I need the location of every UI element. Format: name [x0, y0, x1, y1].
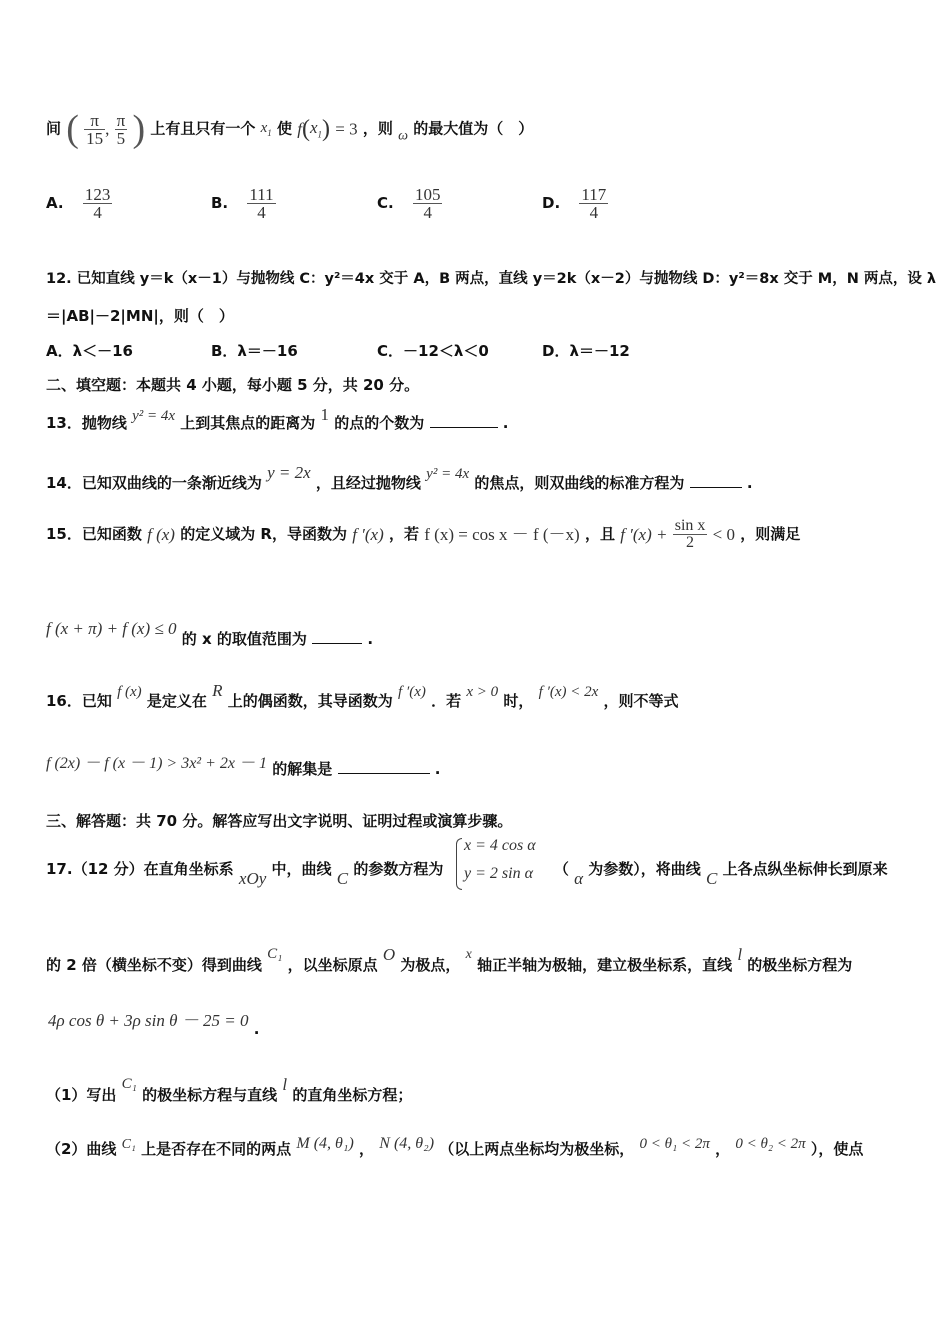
fraction-numerator: 105: [414, 185, 441, 204]
section-two-heading: 二、填空题：本题共 4 小题，每小题 5 分，共 20 分。: [46, 376, 420, 394]
q16-line2: [46, 756, 440, 777]
fx-expr: f (x): [147, 525, 175, 544]
q16-t5: ，则不等式: [603, 692, 679, 710]
param-eq-y: y = 2 sin α: [464, 865, 533, 882]
q16-t1: 是定义在: [146, 692, 207, 710]
asymptote-expr: y = 2x: [267, 463, 311, 482]
interval-end-fraction: [115, 112, 128, 147]
section-three-heading: 三、解答题：共 70 分。解答应写出文字说明、证明过程或演算步骤。: [46, 812, 513, 830]
param-eq-x: x = 4 cos α: [464, 837, 536, 854]
x-positive-expr: x > 0: [466, 684, 499, 700]
answer-blank[interactable]: [338, 759, 430, 774]
inequality-left: f ′(x) +: [620, 525, 668, 544]
answer-blank[interactable]: [312, 629, 362, 644]
q17-p2-d: ），使点: [810, 1140, 864, 1158]
right-paren: ): [132, 108, 146, 150]
fraction-numerator: sin x: [674, 517, 706, 534]
fx-expr: f (x): [117, 684, 142, 700]
q16-t3: ．若: [431, 692, 462, 710]
fraction-denominator: 5: [115, 129, 128, 147]
fraction-denominator: 4: [83, 203, 113, 221]
polar-line-equation: 4ρ cos θ + 3ρ sin θ － 25 = 0: [48, 1011, 249, 1030]
q17-line2-c: 为极点，: [400, 956, 461, 974]
left-paren: (: [66, 108, 79, 150]
fraction-denominator: 4: [413, 203, 443, 221]
point-n: N (4, θ₂): [379, 1135, 435, 1152]
q11-prefix: 间: [46, 119, 62, 138]
q13-suffix: 的点的个数为: [334, 414, 425, 432]
q17-p2-b: 上是否存在不同的两点: [141, 1140, 292, 1158]
theta1-range: 0 < θ₁ < 2π: [639, 1136, 710, 1152]
q11-text4: 的最大值为（ ）: [413, 119, 534, 138]
fraction-denominator: 15: [86, 128, 104, 148]
q16-prefix: 16．已知: [46, 692, 112, 710]
q16-line1: [46, 682, 679, 709]
origin-o: O: [382, 945, 396, 964]
real-set-symbol: R: [212, 681, 223, 700]
q11-option-c[interactable]: [377, 186, 442, 221]
inequality-fraction: [673, 518, 708, 551]
q15-t1: 的定义域为 R，导函数为: [180, 525, 347, 543]
interval-start-fraction: [84, 112, 105, 147]
equals-three: = 3: [335, 119, 358, 139]
q15-end: .: [367, 630, 374, 648]
derivative-expr: f ′(x): [352, 525, 384, 544]
coordinate-system: xOy: [238, 869, 267, 888]
q17-line2-b: ，以坐标原点: [287, 956, 378, 974]
q11-option-a[interactable]: [46, 186, 112, 221]
q17-sep: ，: [359, 1140, 375, 1158]
option-label: A.: [46, 194, 64, 212]
option-label: C.: [377, 194, 394, 212]
fraction-numerator: 111: [249, 185, 274, 204]
condition-inequality: f (x + π) + f (x) ≤ 0: [46, 619, 177, 638]
line-l: l: [737, 945, 743, 964]
curve-c1: C₁: [121, 1137, 136, 1152]
condition-expr: f (x) = cos x － f (－x): [424, 525, 580, 544]
fraction-numerator: π: [116, 110, 126, 130]
fraction-numerator: 117: [581, 185, 607, 204]
omega-symbol: ω: [398, 128, 408, 144]
q17-line3: [48, 1012, 259, 1037]
system-brace: [456, 838, 462, 890]
parabola-expr: y² = 4x: [132, 408, 176, 424]
q11-option-d[interactable]: [542, 186, 608, 221]
curve-c: C: [336, 869, 349, 888]
q17-part2: [46, 1136, 863, 1157]
q14-prefix: 14．已知双曲线的一条渐近线为: [46, 474, 262, 492]
x-axis-symbol: x: [465, 947, 472, 962]
q12-line2: ＝|AB|－2|MN|，则（ ）: [46, 307, 234, 325]
f-x1-expr: f: [297, 119, 302, 139]
q17-line2-e: 的极坐标方程为: [747, 956, 853, 974]
inequality-expr: f (2x) － f (x － 1) > 3x² + 2x － 1: [46, 755, 268, 772]
q11-text1: 上有且只有一个: [150, 119, 256, 138]
x1-symbol: $x_1$: [260, 119, 272, 138]
q14-mid: ，且经过抛物线: [315, 474, 421, 492]
q11-option-b[interactable]: [211, 186, 276, 221]
option-label: D.: [542, 194, 561, 212]
option-label: B.: [211, 194, 229, 212]
q11-text2: 使: [277, 119, 293, 138]
q15-prefix: 15．已知函数: [46, 525, 142, 543]
q15-line2-text: 的 x 的取值范围为: [181, 630, 307, 648]
distance-one: 1: [320, 405, 330, 424]
q12-line1: 12. 已知直线 y＝k（x－1）与抛物线 C：y²＝4x 交于 A，B 两点，直线 y＝2k（x－2）与抛物线 D：y²＝8x 交于 M，N 两点，设 λ: [46, 271, 937, 287]
q15-line1: [46, 518, 800, 551]
q16-end: .: [434, 760, 441, 778]
q17-part1: [46, 1076, 412, 1103]
q14-line: [46, 464, 753, 491]
q14-suffix: 的焦点，则双曲线的标准方程为: [474, 474, 685, 492]
q13-end: .: [502, 414, 509, 432]
q17-p1-a: （1）写出: [46, 1086, 117, 1104]
alpha-symbol: α: [574, 869, 584, 888]
q17-line3-end: .: [253, 1020, 260, 1038]
curve-c1: C₁: [267, 946, 283, 962]
option-fraction: [83, 186, 113, 221]
q15-line2: [46, 620, 373, 647]
option-fraction: [579, 186, 608, 221]
q14-end: .: [746, 474, 753, 492]
answer-blank[interactable]: [690, 473, 742, 488]
q17-p2-a: （2）曲线: [46, 1140, 117, 1158]
q12-option-c[interactable]: C．－12＜λ＜0: [377, 342, 489, 360]
q12-option-d[interactable]: D．λ＝－12: [542, 342, 630, 360]
fraction-denominator: 4: [579, 203, 608, 221]
line-l: l: [282, 1075, 288, 1094]
q17-p1-b: 的极坐标方程与直线: [142, 1086, 278, 1104]
q16-t2: 上的偶函数，其导函数为: [227, 692, 393, 710]
fraction-denominator: 4: [247, 203, 275, 221]
parabola-expr: y² = 4x: [426, 466, 470, 482]
q12-option-b[interactable]: B．λ＝－16: [211, 342, 298, 360]
q17-t3: （: [553, 860, 569, 878]
q17-p1-c: 的直角坐标方程；: [292, 1086, 413, 1104]
q17-t4: 为参数），将曲线: [588, 860, 701, 878]
q15-t4: ，则满足: [740, 525, 801, 543]
q16-t4: 时，: [503, 692, 534, 710]
curve-c: C: [706, 869, 718, 888]
fraction-numerator: π: [90, 110, 99, 130]
q17-line2-a: 的 2 倍（横坐标不变）得到曲线: [46, 956, 262, 974]
q15-t3: ，且: [584, 525, 615, 543]
q16-line2-text: 的解集是: [272, 760, 333, 778]
q13-prefix: 13．抛物线: [46, 414, 127, 432]
q17-prefix: 17.（12 分）在直角坐标系: [46, 860, 234, 878]
curve-c1: C₁: [121, 1076, 137, 1092]
answer-blank[interactable]: [430, 413, 498, 428]
q13-mid: 上到其焦点的距离为: [180, 414, 316, 432]
q11-text3: ，则: [362, 119, 393, 138]
q17-line2: [46, 946, 852, 973]
q12-option-a[interactable]: A．λ＜－16: [46, 342, 133, 360]
q15-t2: ，若: [389, 525, 420, 543]
fraction-numerator: 123: [84, 185, 111, 204]
derivative-condition: f ′(x) < 2x: [538, 684, 599, 700]
option-fraction: [247, 186, 275, 221]
q17-t2: 的参数方程为: [353, 860, 444, 878]
q17-t5: 上各点纵坐标伸长到原来: [722, 860, 888, 878]
q17-p2-c: （以上两点坐标均为极坐标，: [439, 1140, 635, 1158]
fraction-denominator: 2: [673, 534, 708, 551]
q17-t1: 中，曲线: [271, 860, 332, 878]
q13-line: [46, 406, 508, 431]
q17-line2-d: 轴正半轴为极轴，建立极坐标系，直线: [477, 956, 733, 974]
derivative-expr: f ′(x): [398, 684, 426, 700]
point-m: M (4, θ₁): [296, 1135, 354, 1152]
inequality-right: < 0: [712, 525, 735, 544]
theta2-range: 0 < θ₂ < 2π: [735, 1136, 806, 1152]
q11-line: 间 ( $\frac{\pi}{15}$ , $\frac{\pi}{5}$ ) 上有且只有一个 $x_1$ 使 $f(x_1) = 3$ ，则 ω 的最大值为（ ）: [46, 108, 534, 150]
option-fraction: [413, 186, 443, 221]
q17-sep2: ，: [715, 1140, 731, 1158]
